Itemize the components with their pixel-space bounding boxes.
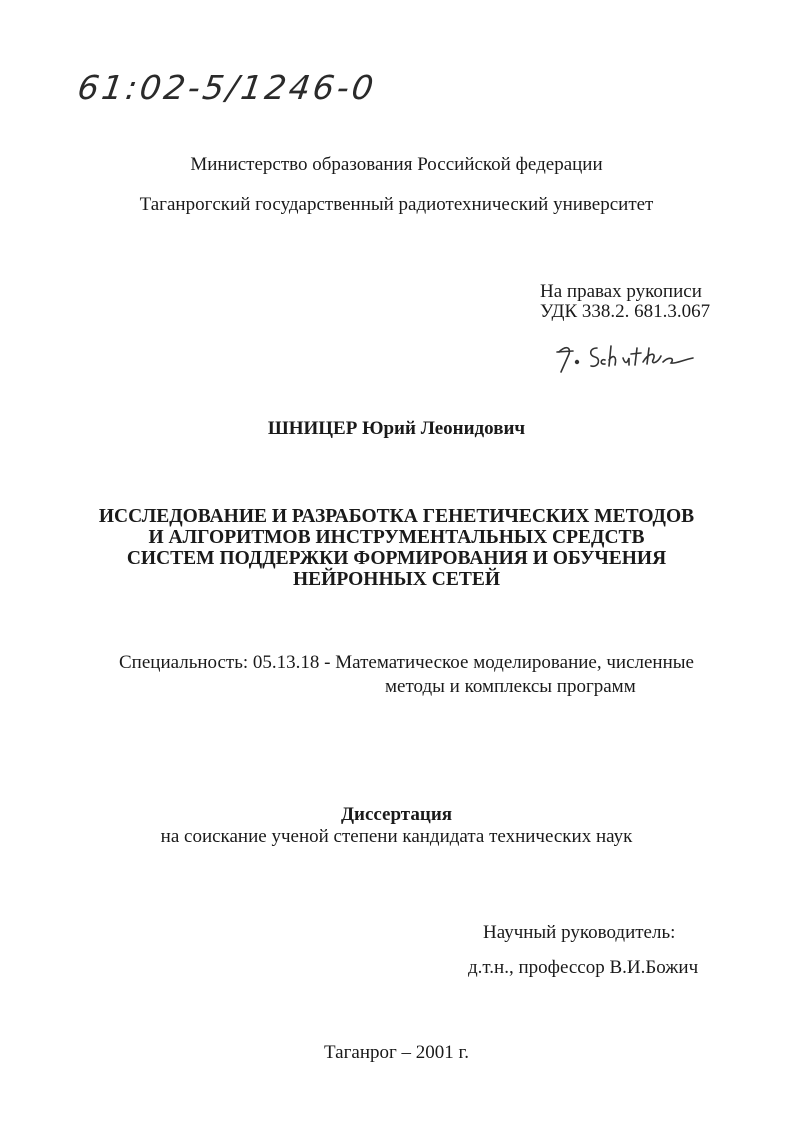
supervisor-label: Научный руководитель: (483, 922, 676, 943)
degree-line: на соискание ученой степени кандидата технических наук (160, 826, 633, 847)
author-signature (553, 338, 703, 378)
author-given-names: Юрий Леонидович (362, 418, 526, 439)
specialty-line-1: Специальность: 05.13.18 - Математическое моделирование, численные (119, 652, 694, 673)
signature-image (553, 338, 703, 378)
specialty-line-2: методы и комплексы программ (385, 676, 636, 697)
thesis-title-line-4: НЕЙРОННЫХ СЕТЕЙ (292, 569, 501, 590)
author-surname: ШНИЦЕР (267, 418, 358, 439)
city-year: Таганрог – 2001 г. (324, 1042, 469, 1063)
archive-code-handwritten: 61:02-5/1246-0 (75, 68, 379, 107)
thesis-title-line-3: СИСТЕМ ПОДДЕРЖКИ ФОРМИРОВАНИЯ И ОБУЧЕНИЯ (126, 548, 667, 569)
thesis-title-line-2: И АЛГОРИТМОВ ИНСТРУМЕНТАЛЬНЫХ СРЕДСТВ (148, 527, 645, 548)
thesis-title-line-1: ИССЛЕДОВАНИЕ И РАЗРАБОТКА ГЕНЕТИЧЕСКИХ МЕТОДОВ (98, 506, 695, 527)
udk-code: УДК 338.2. 681.3.067 (540, 301, 711, 322)
author-name (0, 418, 793, 440)
dissertation-label: Диссертация (340, 804, 453, 825)
university-line: Таганрогский государственный радиотехнический университет (139, 194, 654, 215)
ministry-line: Министерство образования Российской федерации (190, 154, 603, 175)
manuscript-rights: На правах рукописи (540, 281, 702, 302)
supervisor-name: д.т.н., профессор В.И.Божич (468, 957, 699, 978)
